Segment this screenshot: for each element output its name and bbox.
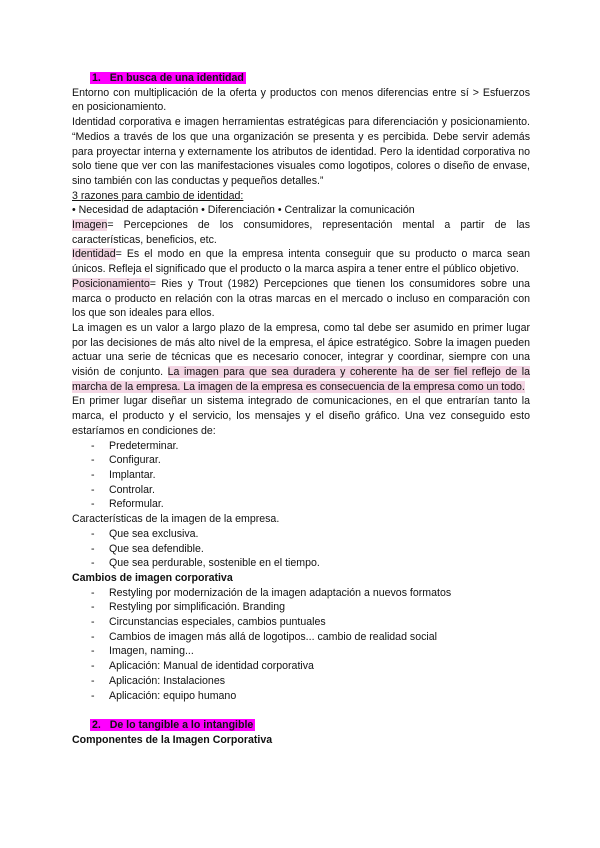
list-item: - Reformular. — [72, 497, 530, 512]
caracteristicas-title: Características de la imagen de la empresa. — [72, 513, 280, 526]
list-item: - Restyling por modernización de la imagen adaptación a nuevos formatos — [72, 586, 530, 601]
section-2-subheading: Componentes de la Imagen Corporativa — [72, 733, 273, 746]
term-imagen: Imagen — [72, 219, 108, 232]
term-posicionamiento: Posicionamiento — [72, 277, 150, 290]
section-1-number: 1. — [92, 72, 101, 84]
list-item: - Predeterminar. — [72, 439, 530, 454]
paragraph-imagen-valor — [72, 321, 530, 395]
paragraph-imagen-plain: La imagen es un valor a largo plazo de la empresa, como tal debe ser asumido en primer lugar por las decisiones de más alto nivel de la empresa, el ápice estratégico. Sobre la imagen pueden actuar una serie de técnicas que es necesario conocer, integrar y coordinar, siempre con una visión de conjunto. — [72, 321, 530, 379]
section-spacer — [72, 703, 530, 718]
list-item: - Restyling por simplificación. Branding — [72, 600, 530, 615]
caracteristicas-list — [72, 527, 530, 571]
list-item: - Que sea exclusiva. — [72, 527, 530, 542]
section-1-heading-highlight — [90, 72, 246, 84]
paragraph-sistema: En primer lugar diseñar un sistema integrado de comunicaciones, en el que entrarían tanto la marca, el producto y el servicio, los mensajes y el diseño gráfico. Una vez conseguido esto estaríamos en condiciones de: — [72, 395, 530, 437]
list-item: - Controlar. — [72, 483, 530, 498]
list-item: - Que sea defendible. — [72, 542, 530, 557]
reasons-title: 3 razones para cambio de identidad: — [72, 189, 244, 202]
section-2-heading — [72, 718, 530, 733]
section-2-heading-highlight — [90, 719, 255, 731]
cambios-title: Cambios de imagen corporativa — [72, 571, 233, 584]
list-item: - Implantar. — [72, 468, 530, 483]
definition-identidad — [72, 247, 530, 276]
document-body — [72, 71, 530, 747]
definition-posicionamiento-text: = Ries y Trout (1982) Percepciones que tienen los consumidores sobre una marca o producto en relación con la otras marcas en el mercado o incluso en comparación con los que son ideales para ellos. — [72, 277, 530, 320]
paragraph-identidad-corporativa: Identidad corporativa e imagen herramientas estratégicas para diferenciación y posicionamiento. “Medios a través de los que una organización se presenta y es percibida. Debe servir además para proyectar interna y externamente los atributos de identidad. Pero la identidad corporativa no solo tiene que ver con las manifestaciones visuales como logotipos, colores o diseño de envase, sino también con las conductas y pequeños detalles.” — [72, 116, 530, 187]
paragraph-entorno: Entorno con multiplicación de la oferta y productos con menos diferencias entre sí > Esfuerzos en posicionamiento. — [72, 86, 530, 114]
list-item: - Imagen, naming... — [72, 644, 530, 659]
list-item: - Aplicación: Manual de identidad corporativa — [72, 659, 530, 674]
definition-identidad-text: = Es el modo en que la empresa intenta conseguir que su producto o marca sean únicos. Refleja el significado que el producto o la marca aspira a tener entre el público objetivo. — [72, 248, 530, 276]
cambios-list — [72, 586, 530, 704]
list-item: - Configurar. — [72, 453, 530, 468]
list-item: - Aplicación: equipo humano — [72, 689, 530, 704]
list-item: - Circunstancias especiales, cambios puntuales — [72, 615, 530, 630]
conditions-list — [72, 439, 530, 513]
section-1-title: En busca de una identidad — [109, 72, 244, 84]
reasons-list: • Necesidad de adaptación • Diferenciación • Centralizar la comunicación — [72, 204, 415, 217]
section-2-title: De lo tangible a lo intangible — [109, 718, 254, 731]
section-1-heading — [72, 71, 530, 86]
section-2-number: 2. — [92, 718, 101, 731]
definition-imagen-text: = Percepciones de los consumidores, representación mental a partir de las características, beneficios, etc. — [72, 219, 530, 246]
definition-posicionamiento — [72, 277, 530, 321]
list-item: - Que sea perdurable, sostenible en el tiempo. — [72, 556, 530, 571]
list-item: - Cambios de imagen más allá de logotipos... cambio de realidad social — [72, 630, 530, 645]
paragraph-imagen-highlight: La imagen para que sea duradera y coherente ha de ser fiel reflejo de la marcha de la empresa. La imagen de la empresa es consecuencia de la empresa como un todo. — [72, 366, 530, 393]
list-item: - Aplicación: Instalaciones — [72, 674, 530, 689]
term-identidad: Identidad — [72, 248, 116, 261]
definition-imagen — [72, 218, 530, 247]
